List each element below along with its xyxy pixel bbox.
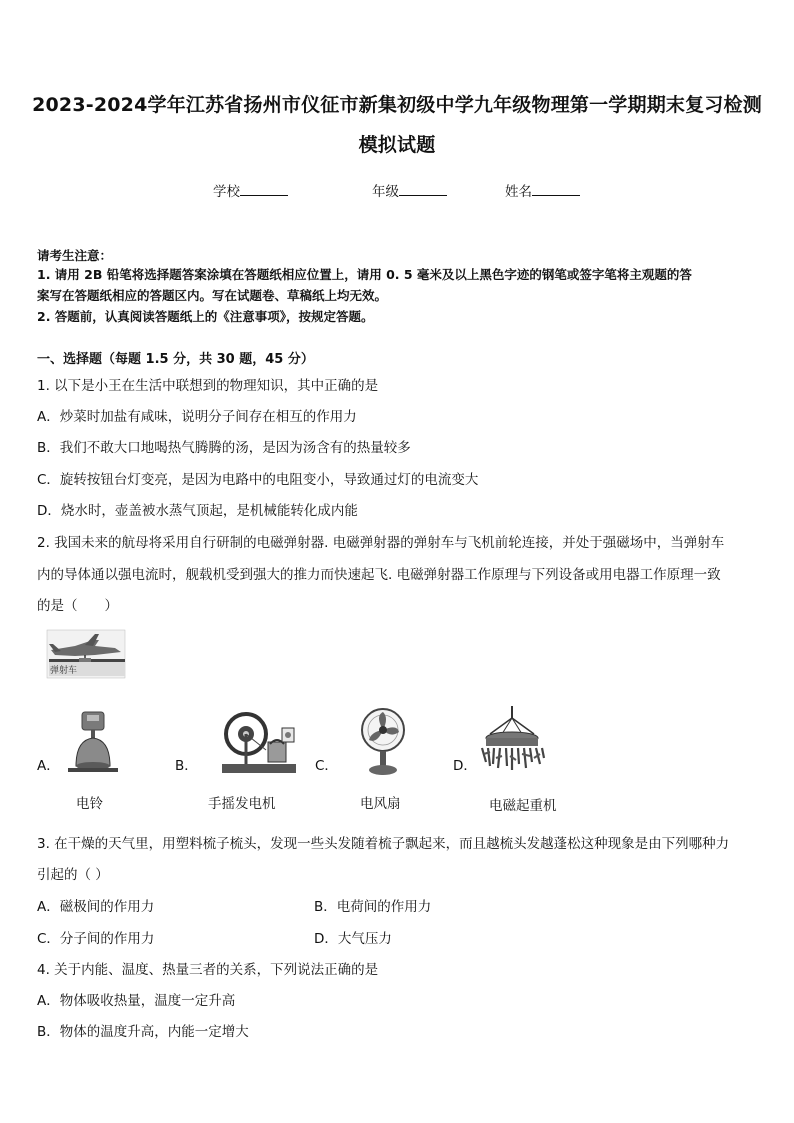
q1-stem: 1. 以下是小王在生活中联想到的物理知识，其中正确的是	[37, 378, 379, 394]
q2-option-b-letter: B．	[175, 758, 198, 774]
name-label: 姓名	[505, 184, 532, 200]
school-label: 学校	[213, 184, 240, 200]
q2-stem-line-1: 2. 我国未来的航母将采用自行研制的电磁弹射器. 电磁弹射器的弹射车与飞机前轮连接，并处于强磁场中，当弹射车	[37, 535, 725, 551]
q2-option-c-caption: 电风扇	[360, 796, 401, 812]
school-blank	[240, 184, 288, 196]
name-blank	[532, 184, 580, 196]
q1-option-c: C．旋转按钮台灯变亮，是因为电路中的电阻变小，导致通过灯的电流变大	[37, 472, 479, 488]
notice-line-2: 案写在答题纸相应的答题区内。写在试题卷、草稿纸上均无效。	[37, 288, 388, 303]
q1-option-b: B．我们不敢大口地喝热气腾腾的汤，是因为汤含有的热量较多	[37, 440, 411, 456]
electric-fan-icon	[355, 706, 411, 778]
q2-option-d-caption: 电磁起重机	[489, 798, 557, 814]
q3-option-d: D．大气压力	[314, 931, 392, 947]
q2-option-a-caption: 电铃	[76, 796, 103, 812]
school-field	[213, 180, 288, 200]
q2-option-a-letter: A．	[37, 758, 60, 774]
jet-catapult-label: 弹射车	[50, 666, 78, 676]
q3-stem-line-1: 3. 在干燥的天气里，用塑料梳子梳头，发现一些头发随着梳子飘起来，而且越梳头发越蓬松这种现象是由下列哪种力	[37, 836, 730, 852]
q4-option-b: B．物体的温度升高，内能一定增大	[37, 1024, 249, 1040]
grade-field	[372, 180, 447, 200]
grade-label: 年级	[372, 184, 399, 200]
q3-option-b: B．电荷间的作用力	[314, 899, 432, 915]
notice-heading: 请考生注意：	[37, 248, 113, 263]
q3-option-c: C．分子间的作用力	[37, 931, 155, 947]
electromagnetic-crane-icon	[476, 704, 548, 780]
q2-option-d-letter: D．	[453, 758, 477, 774]
notice-line-3: 2. 答题前，认真阅读答题纸上的《注意事项》，按规定答题。	[37, 309, 374, 324]
name-field	[505, 180, 580, 200]
notice-line-1: 1. 请用 2B 铅笔将选择题答案涂填在答题纸相应位置上，请用 0. 5 毫米及以上黑色字迹的钢笔或签字笔将主观题的答	[37, 267, 692, 282]
electric-bell-icon	[62, 708, 124, 776]
q2-option-c-letter: C．	[315, 758, 338, 774]
q2-option-b-caption: 手摇发电机	[208, 796, 276, 812]
q4-option-a: A．物体吸收热量，温度一定升高	[37, 993, 236, 1009]
page-title: 2023-2024学年江苏省扬州市仪征市新集初级中学九年级物理第一学期期末复习检测	[32, 94, 762, 116]
q1-option-a: A．炒菜时加盐有咸味，说明分子间存在相互的作用力	[37, 409, 357, 425]
q3-option-a: A．磁极间的作用力	[37, 899, 155, 915]
q2-stem-line-2: 内的导体通以强电流时，舰载机受到强大的推力而快速起飞. 电磁弹射器工作原理与下列设备或用电器工作原理一致	[37, 567, 721, 583]
grade-blank	[399, 184, 447, 196]
q1-option-d: D．烧水时，壶盖被水蒸气顶起，是机械能转化成内能	[37, 503, 358, 519]
q3-stem-line-2: 引起的（ ）	[37, 867, 109, 883]
page-subtitle: 模拟试题	[358, 134, 436, 156]
q4-stem: 4. 关于内能、温度、热量三者的关系，下列说法正确的是	[37, 962, 379, 978]
q2-stem-line-3: 的是（ ）	[37, 598, 118, 614]
section-heading: 一、选择题（每题 1.5 分，共 30 题，45 分）	[37, 352, 314, 367]
hand-crank-generator-icon	[220, 708, 298, 776]
